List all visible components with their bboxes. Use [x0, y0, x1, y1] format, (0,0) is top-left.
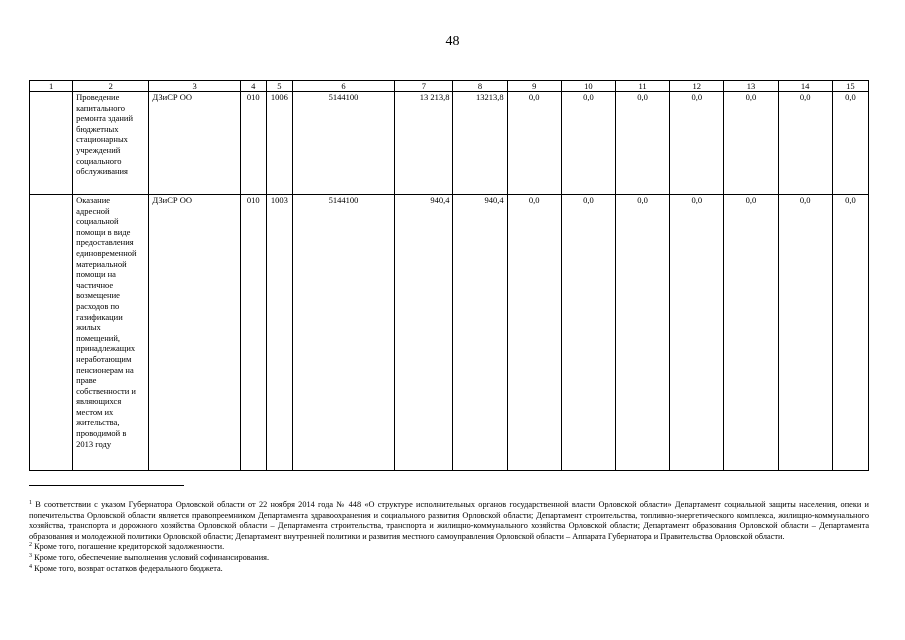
- column-header: 4: [240, 81, 266, 92]
- column-header: 5: [266, 81, 292, 92]
- column-header: 2: [73, 81, 149, 92]
- value-cell: 940,4: [453, 195, 507, 471]
- footnote-text: В соответствии с указом Губернатора Орловской области от 22 ноября 2014 года № 448 «О структуре исполнительных органов государственной власти Орловской области» Департамент социальной защиты населения, опеки и попечительства Орловской области является правопреемником Департамента здравоохранения и социального развития Орловской области; Департамент строительства, топливно-энергетического комплекса, жилищно-коммунального хозяйства, транспорта и дорожного хозяйства Орловской области – Департамента строительства, транспорта и жилищно-коммунального хозяйства Орловской области; Департамент образования Орловской области – Департамента образования и молодежной политики Орловской области; Департамент внутренней политики и развития местного самоуправления Орловской области – Аппарата Губернатора и Правительства Орловской области.: [29, 500, 869, 541]
- footnote-1: [29, 500, 869, 542]
- value-cell: 940,4: [395, 195, 453, 471]
- row-number-cell: [30, 195, 73, 471]
- code-cell: 5144100: [292, 195, 394, 471]
- code-cell: 010: [240, 195, 266, 471]
- value-cell: 0,0: [616, 195, 670, 471]
- footnote-text: Кроме того, погашение кредиторской задолженности.: [32, 542, 225, 552]
- column-header: 13: [724, 81, 778, 92]
- organization-cell: ДЗиСР ОО: [149, 92, 240, 195]
- footnote-text: Кроме того, обеспечение выполнения условий софинансирования.: [32, 552, 270, 562]
- page-number: 48: [445, 34, 460, 49]
- value-cell: 0,0: [561, 195, 615, 471]
- footnote-4: [29, 564, 869, 575]
- value-cell: 0,0: [778, 92, 832, 195]
- column-header: 14: [778, 81, 832, 92]
- value-cell: 0,0: [670, 92, 724, 195]
- column-header: 6: [292, 81, 394, 92]
- column-header: 7: [395, 81, 453, 92]
- code-cell: 010: [240, 92, 266, 195]
- column-number-row: [30, 81, 869, 92]
- column-header: 10: [561, 81, 615, 92]
- value-cell: 0,0: [507, 92, 561, 195]
- column-header: 8: [453, 81, 507, 92]
- code-cell: 1003: [266, 195, 292, 471]
- footnote-separator: [29, 485, 184, 486]
- value-cell: 0,0: [724, 92, 778, 195]
- column-header: 11: [616, 81, 670, 92]
- value-cell: 0,0: [832, 92, 868, 195]
- footnote-mark: 4: [29, 563, 32, 570]
- value-cell: 13213,8: [453, 92, 507, 195]
- footnote-2: [29, 542, 869, 553]
- column-header: 15: [832, 81, 868, 92]
- footnote-text: Кроме того, возврат остатков федерального бюджета.: [32, 563, 223, 573]
- table-row: [30, 195, 869, 471]
- footnote-mark: 1: [29, 500, 32, 506]
- footnote-mark: 2: [29, 542, 32, 549]
- value-cell: 0,0: [724, 195, 778, 471]
- value-cell: 13 213,8: [395, 92, 453, 195]
- data-table: [29, 80, 869, 471]
- code-cell: 1006: [266, 92, 292, 195]
- value-cell: 0,0: [832, 195, 868, 471]
- value-cell: 0,0: [778, 195, 832, 471]
- column-header: 12: [670, 81, 724, 92]
- value-cell: 0,0: [561, 92, 615, 195]
- row-number-cell: [30, 92, 73, 195]
- column-header: 1: [30, 81, 73, 92]
- table-row: [30, 92, 869, 195]
- footnote-mark: 3: [29, 552, 32, 559]
- column-header: 3: [149, 81, 240, 92]
- value-cell: 0,0: [507, 195, 561, 471]
- value-cell: 0,0: [616, 92, 670, 195]
- activity-name-cell: Оказание адресной социальной помощи в виде предоставления единовременной материальной помощи на частичное возмещение расходов по газификации жилых помещений, принадлежащих неработающим пенсионерам на праве собственности и являющихся местом их жительства, проводимой в 2013 году: [73, 195, 149, 471]
- activity-name-cell: Проведение капитального ремонта зданий бюджетных стационарных учреждений социального обслуживания: [73, 92, 149, 195]
- column-header: 9: [507, 81, 561, 92]
- code-cell: 5144100: [292, 92, 394, 195]
- organization-cell: ДЗиСР ОО: [149, 195, 240, 471]
- footnotes: [29, 500, 869, 574]
- value-cell: 0,0: [670, 195, 724, 471]
- footnote-3: [29, 553, 869, 564]
